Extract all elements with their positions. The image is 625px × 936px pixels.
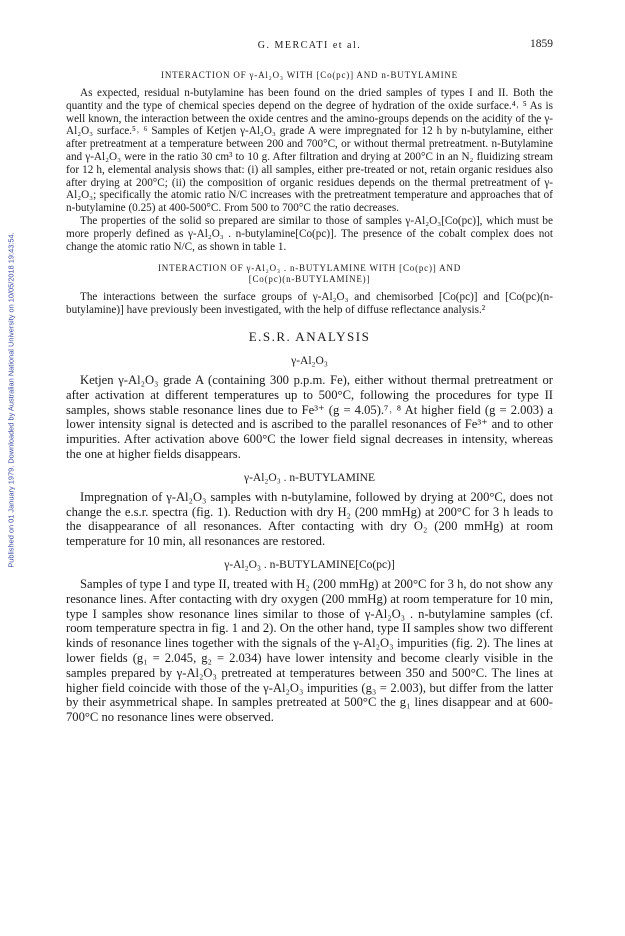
page-number: 1859 — [530, 38, 553, 50]
download-watermark-text: Published on 01 January 1979. Downloaded by Australian National University on 10/05/2018 19:43:54. — [6, 232, 16, 568]
paragraph-type-samples: Samples of type I and type II, treated with H₂ (200 mmHg) at 200°C for 3 h, do not show any resonance lines. After contacting with dry oxygen (200 mmHg) at room temperature for 10 min, type I samples show resonance lines similar to those of γ-Al₂O₃ . n-butylamine samples (cf. room temperature spectra in fig. 1 and 2). On the other hand, type II samples show two different kinds of resonance lines together with the signals of the γ-Al₂O₃ impurities (fig. 2). The lines at lower fields (g₁ = 2.045, g₂ = 2.034) have lower intensity and become clearly visible in the samples prepared by γ-Al₂O₃ pretreated at temperatures between 350 and 500°C. The lines at higher field coincide with those of the γ-Al₂O₃ impurities (g₃ = 2.003), but differ from the latter by their asymmetrical shape. In samples pretreated at 500°C the g₁ lines disappear and at 600-700°C no resonance lines were observed. — [66, 576, 553, 725]
paragraph-surface-interactions: The interactions between the surface groups of γ-Al₂O₃ and chemisorbed [Co(pc)] and [Co(pc)(n-butylamine)] have previously been investigated, with the help of diffuse reflectance analysis.² — [66, 291, 553, 317]
paragraph-residual-butylamine: As expected, residual n-butylamine has been found on the dried samples of types I and II. Both the quantity and the type of chemical species depend on the degree of hydration of the oxide surface.⁴˒ ⁵ As is well known, the interaction between the oxide centres and the amino-groups depends on the acidity of the γ-Al₂O₃ surface.⁵˒ ⁶ Samples of Ketjen γ-Al₂O₃ grade A were impregnated for 12 h by n-butylamine, either after pretreatment at a temperature between 200 and 700°C, or without thermal pretreatment. n-Butylamine and γ-Al₂O₃ were in the ratio 30 cm³ to 10 g. After filtration and drying at 200°C in an N₂ fluidizing stream for 12 h, elemental analysis shows that: (i) all samples, either pre-treated or not, retain organic residues also after drying at 200°C; (ii) the composition of organic residues depends on the thermal pretreatment of γ-Al₂O₃; specifically the atomic ratio N/C increases with the pretreatment temperature and approaches that of n-butylamine (0.25) at 400-500°C. From 500 to 700°C the ratio decreases. — [66, 87, 553, 215]
section-heading-line1: INTERACTION OF γ-Al₂O₃ . n-BUTYLAMINE WITH [Co(pc)] AND — [157, 263, 462, 274]
running-author: G. MERCATI et al. — [257, 40, 362, 51]
download-watermark — [4, 120, 18, 680]
paragraph-solid-properties: The properties of the solid so prepared are similar to those of samples γ-Al₂O₃[Co(pc)], which must be more properly defined as γ-Al₂O₃ . n-butylamine[Co(pc)]. The presence of the cobalt complex does not change the atomic ratio N/C, as shown in table 1. — [66, 214, 553, 253]
section-heading-esr: E.S.R. ANALYSIS — [248, 328, 371, 344]
paragraph-ketjen-alumina: Ketjen γ-Al₂O₃ grade A (containing 300 p.p.m. Fe), either without thermal pretreatment or after activation at different temperatures up to 500°C, following the procedures for type II samples, shows stable resonance lines due to Fe³⁺ (g = 4.05).⁷˒ ⁸ At higher field (g = 2.003) a lower intensity signal is detected and is ascribed to the parallel resonances of Fe³⁺ and to other impurities. After activation above 600°C the lower field signal decreases in intensity, whereas the one at higher fields disappears. — [66, 372, 553, 461]
journal-page — [66, 38, 553, 725]
section-heading-interaction-butylamine: INTERACTION OF γ-Al₂O₃ WITH [Co(pc)] AND n-BUTYLAMINE — [161, 70, 458, 80]
section-heading-interaction-cobalt — [66, 263, 553, 285]
subsection-heading-alumina-butylamine: γ-Al₂O₃ . n-BUTYLAMINE — [244, 471, 375, 484]
subsection-heading-alumina-butylamine-cobalt: γ-Al₂O₃ . n-BUTYLAMINE[Co(pc)] — [224, 558, 395, 571]
running-header — [66, 38, 553, 60]
subsection-heading-alumina: γ-Al₂O₃ — [291, 354, 328, 367]
paragraph-impregnation: Impregnation of γ-Al₂O₃ samples with n-butylamine, followed by drying at 200°C, does not change the e.s.r. spectra (fig. 1). Reduction with dry H₂ (200 mmHg) at 200°C for 3 h leads to the disappearance of all resonances. After contacting with dry O₂ (200 mmHg) at room temperature for 10 min, all resonances are restored. — [66, 489, 553, 549]
section-heading-line2: [Co(pc)(n-BUTYLAMINE)] — [248, 274, 371, 285]
